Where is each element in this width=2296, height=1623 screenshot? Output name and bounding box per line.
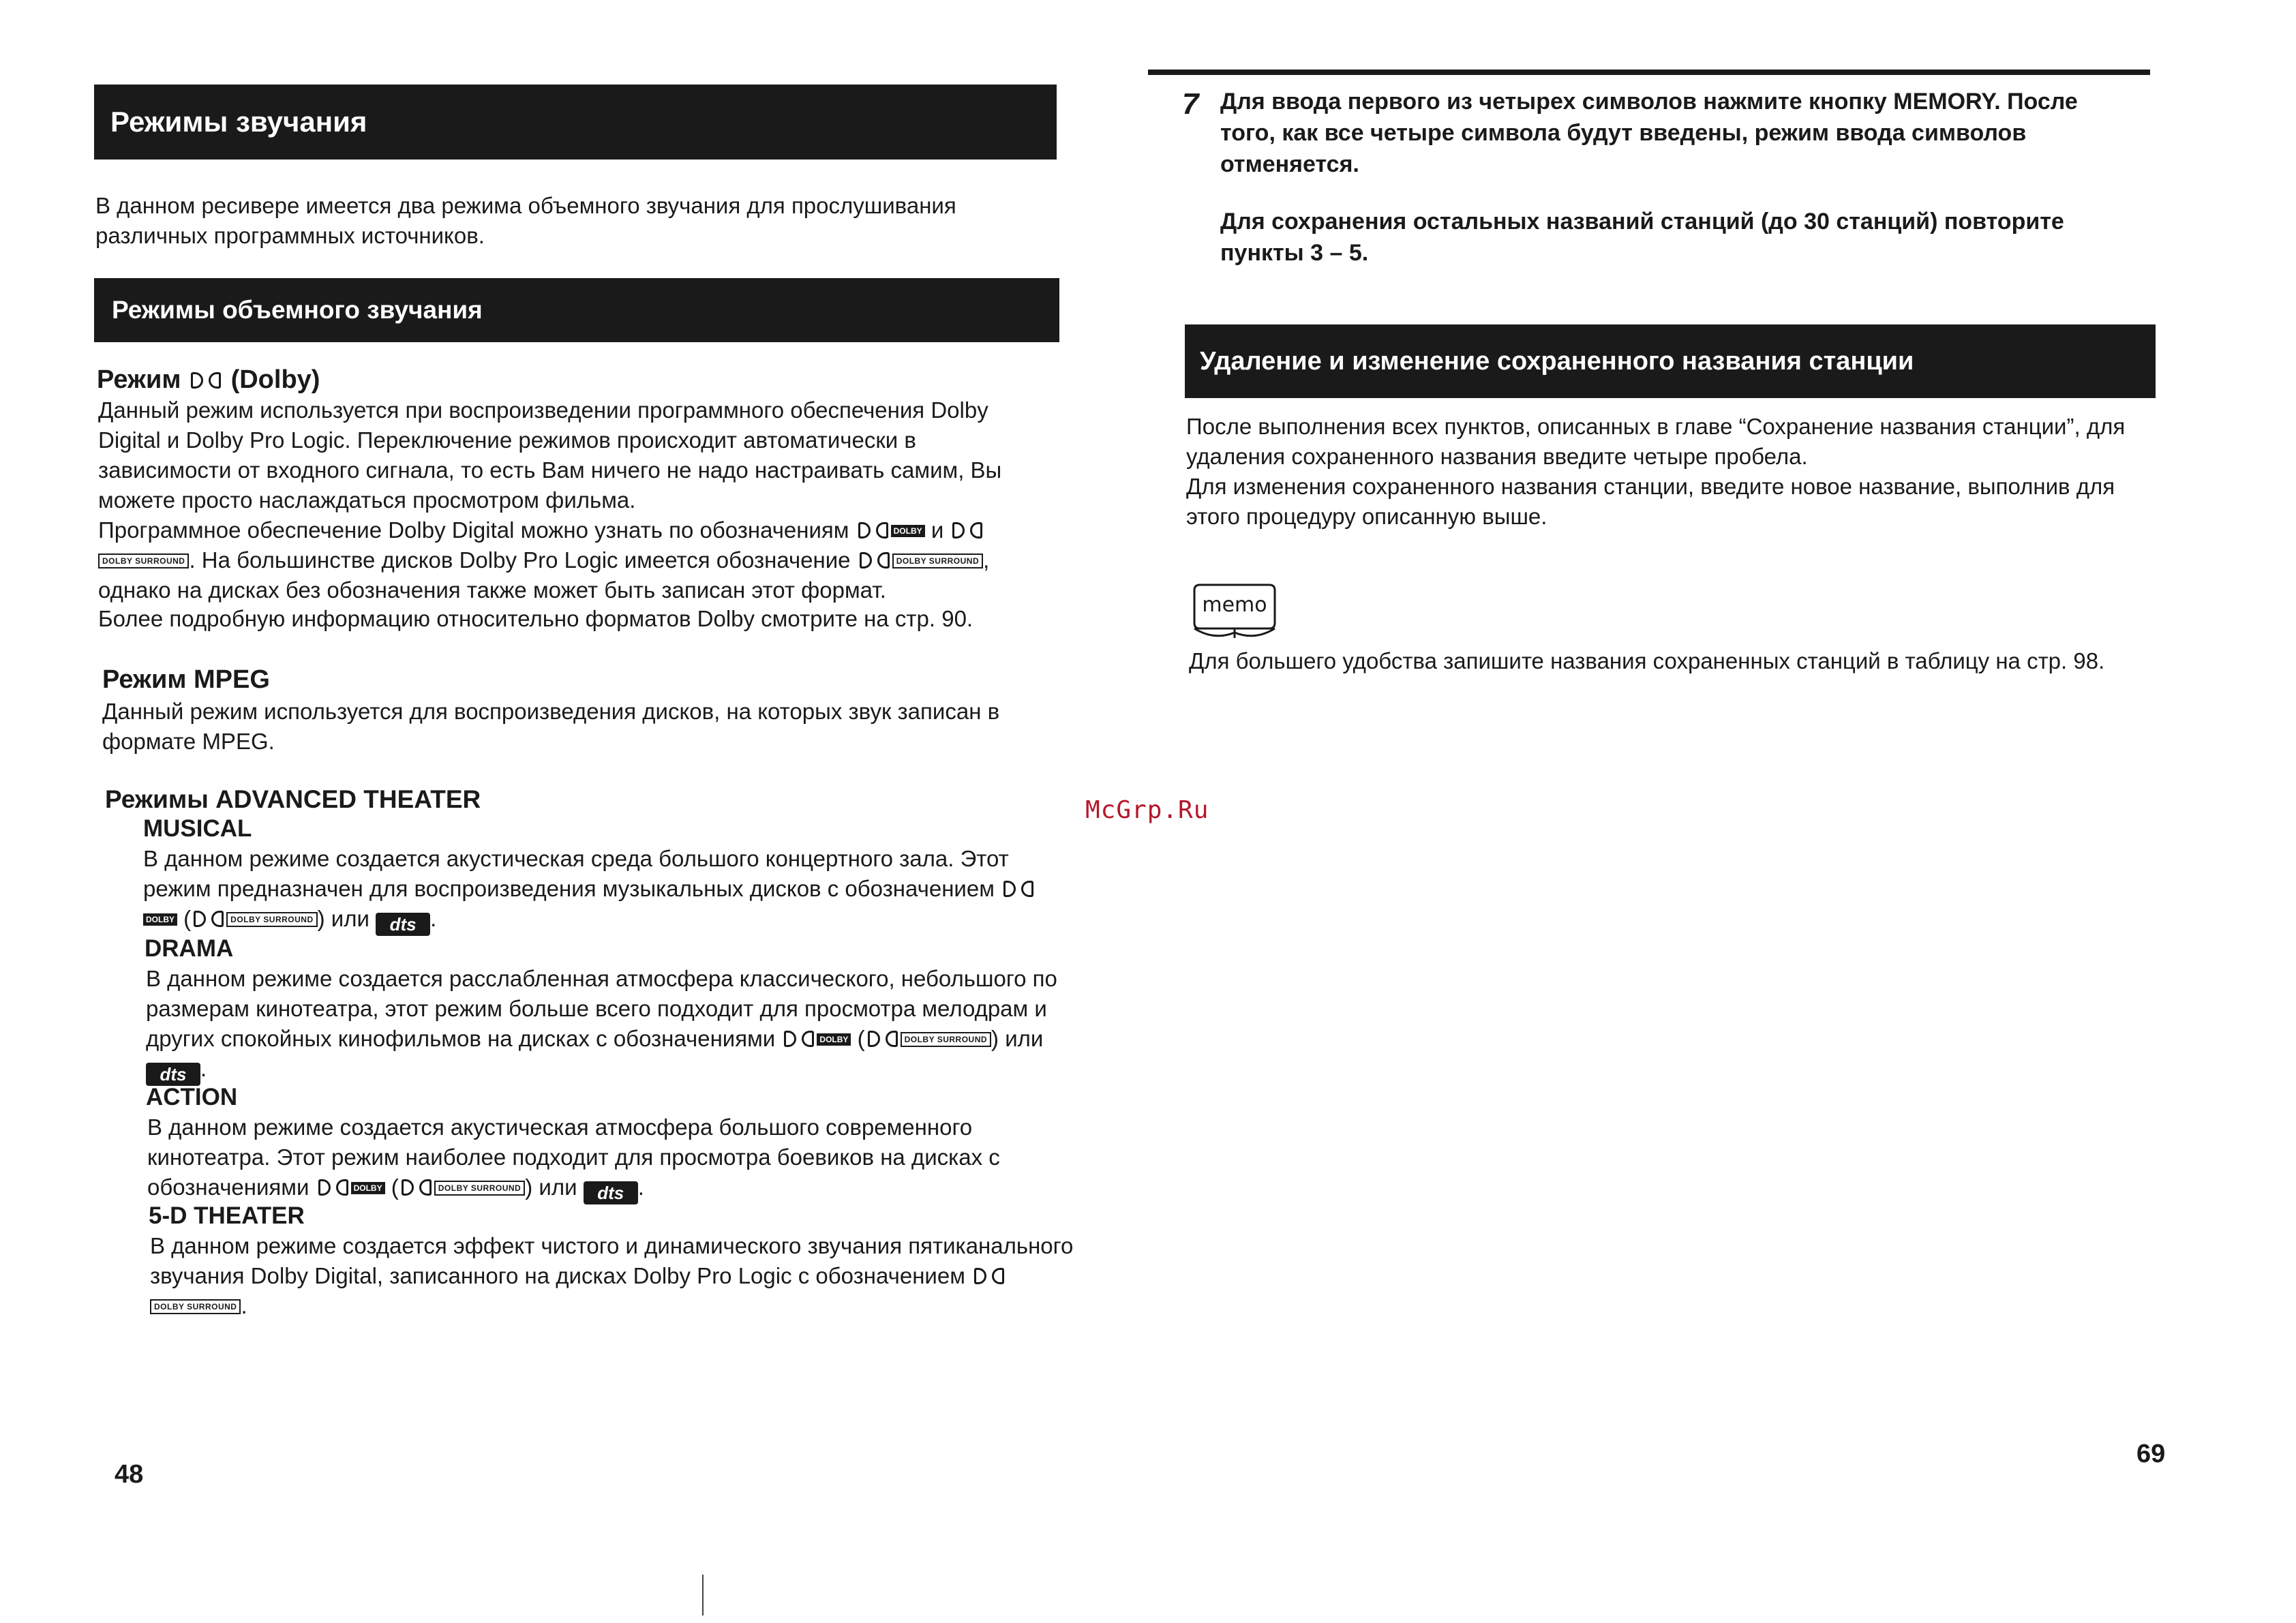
double-d-logo-icon	[868, 1031, 898, 1048]
page-title-bar	[94, 85, 1057, 160]
dolby-surround-badge: DOLBY SURROUND	[901, 1032, 991, 1047]
double-d-logo-icon	[858, 522, 888, 540]
memo-icon	[1190, 581, 1279, 642]
dolby-paragraph-3: Более подробную информацию относительно форматов Dolby смотрите на стр. 90.	[98, 606, 973, 631]
page-title: Режимы звучания	[110, 106, 367, 138]
double-d-logo-icon	[974, 1268, 1004, 1286]
dolby-badge: DOLBY	[351, 1182, 385, 1194]
action-heading: ACTION	[146, 1084, 238, 1110]
double-d-logo-icon	[860, 552, 890, 570]
5d-theater-heading: 5-D THEATER	[149, 1202, 305, 1229]
double-d-logo-icon	[402, 1179, 432, 1197]
dts-logo-icon: dts	[376, 913, 430, 936]
5d-theater-paragraph: В данном режиме создается эффект чистого и динамического звучания пятиканального звучания Dolby Digital, записанного на дисках Dolby Pro Logic с обозначением DOLBY SURROUND .	[150, 1233, 1074, 1318]
double-d-logo-icon	[318, 1179, 348, 1197]
musical-paragraph: В данном режиме создается акустическая среда большого концертного зала. Этот режим предназначен для воспроизведения музыкальных дисков с обозначением DOLBY ( DOLBY SURROUND ) или dts .	[143, 844, 1070, 936]
step-repeat-text: Для сохранения остальных названий станций (до 30 станций) повторите пункты 3 – 5.	[1220, 209, 2064, 266]
dolby-badge: DOLBY	[817, 1033, 851, 1046]
mpeg-heading: Режим MPEG	[102, 665, 270, 694]
dolby-surround-badge: DOLBY SURROUND	[434, 1181, 525, 1196]
page-number-right: 69	[2136, 1440, 2166, 1468]
memo-text: Для большего удобства запишите названия сохраненных станций в таблицу на стр. 98.	[1189, 648, 2105, 673]
step-number: 7	[1182, 87, 1199, 121]
double-d-logo-icon	[784, 1031, 814, 1048]
advanced-theater-heading: Режимы ADVANCED THEATER	[105, 785, 481, 813]
delete-paragraph-1: После выполнения всех пунктов, описанных в главе “Сохранение названия станции”, для удаления сохраненного названия введите четыре пробела.	[1186, 414, 2126, 469]
double-d-logo-icon	[191, 372, 221, 390]
dolby-paragraph-1: Данный режим используется при воспроизведении программного обеспечения Dolby Digital и Dolby Pro Logic. Переключение режимов происходит автоматически в зависимости от входного сигнала, то есть Вам ничего не надо настраивать самим, Вы можете просто наслаждаться просмотром фильма.	[98, 397, 1002, 513]
dolby-surround-badge: DOLBY SURROUND	[226, 912, 317, 927]
double-d-logo-icon	[952, 522, 982, 540]
section-title-right: Удаление и изменение сохраненного названия станции	[1200, 346, 1914, 376]
section-title-bar	[94, 278, 1059, 342]
drama-heading: DRAMA	[145, 935, 234, 962]
double-d-logo-icon	[194, 911, 224, 928]
mpeg-paragraph: Данный режим используется для воспроизведения дисков, на которых звук записан в формате MPEG.	[102, 699, 1000, 754]
page-number-left: 48	[115, 1460, 144, 1489]
watermark: McGrp.Ru	[1085, 796, 1209, 824]
musical-heading: MUSICAL	[143, 815, 252, 842]
delete-paragraph-2: Для изменения сохраненного названия станции, введите новое название, выполнив для этого процедуру описанную выше.	[1186, 474, 2115, 529]
section-title: Режимы объемного звучания	[112, 296, 483, 324]
action-paragraph: В данном режиме создается акустическая атмосфера большого современного кинотеатра. Этот режим наиболее подходит для просмотра боевиков на дисках с обозначениями DOLBY ( DOLBY SURROUND ) или dts .	[147, 1114, 1000, 1203]
top-rule	[1148, 70, 2150, 75]
memo-label: memo	[1202, 593, 1267, 617]
dts-logo-icon: dts	[146, 1063, 200, 1086]
drama-paragraph: В данном режиме создается расслабленная атмосфера классического, небольшого по размерам кинотеатра, этот режим больше всего подходит для просмотра мелодрам и других спокойных кинофильмов на дисках с обозначениями DOLBY ( DOLBY SURROUND ) или dts .	[146, 966, 1057, 1084]
intro-text: В данном ресивере имеется два режима объемного звучания для прослушивания различных программных источников.	[95, 193, 956, 248]
dolby-badge: DOLBY	[891, 525, 925, 537]
binding-mark	[702, 1575, 704, 1616]
dts-logo-icon: dts	[584, 1181, 638, 1204]
dolby-surround-badge: DOLBY SURROUND	[98, 553, 189, 568]
dolby-paragraph-2: Программное обеспечение Dolby Digital можно узнать по обозначениям DOLBY и DOLBY SURROUND . На большинстве дисков Dolby Pro Logic имеется обозначение DOLBY SURROUND , однако на дисках без обозначения также может быть записан этот формат.	[98, 517, 990, 603]
dolby-heading: Режим (Dolby)	[97, 365, 320, 394]
section-title-bar-right	[1185, 324, 2156, 398]
dolby-surround-badge: DOLBY SURROUND	[892, 553, 983, 568]
right-page	[1148, 0, 2296, 1623]
dolby-surround-badge: DOLBY SURROUND	[150, 1299, 241, 1314]
step-7-text: Для ввода первого из четырех символов нажмите кнопку MEMORY. После того, как все четыре символа будут введены, режим ввода символов отменяется.	[1220, 89, 2078, 177]
dolby-badge: DOLBY	[143, 913, 177, 926]
double-d-logo-icon	[1003, 881, 1033, 898]
